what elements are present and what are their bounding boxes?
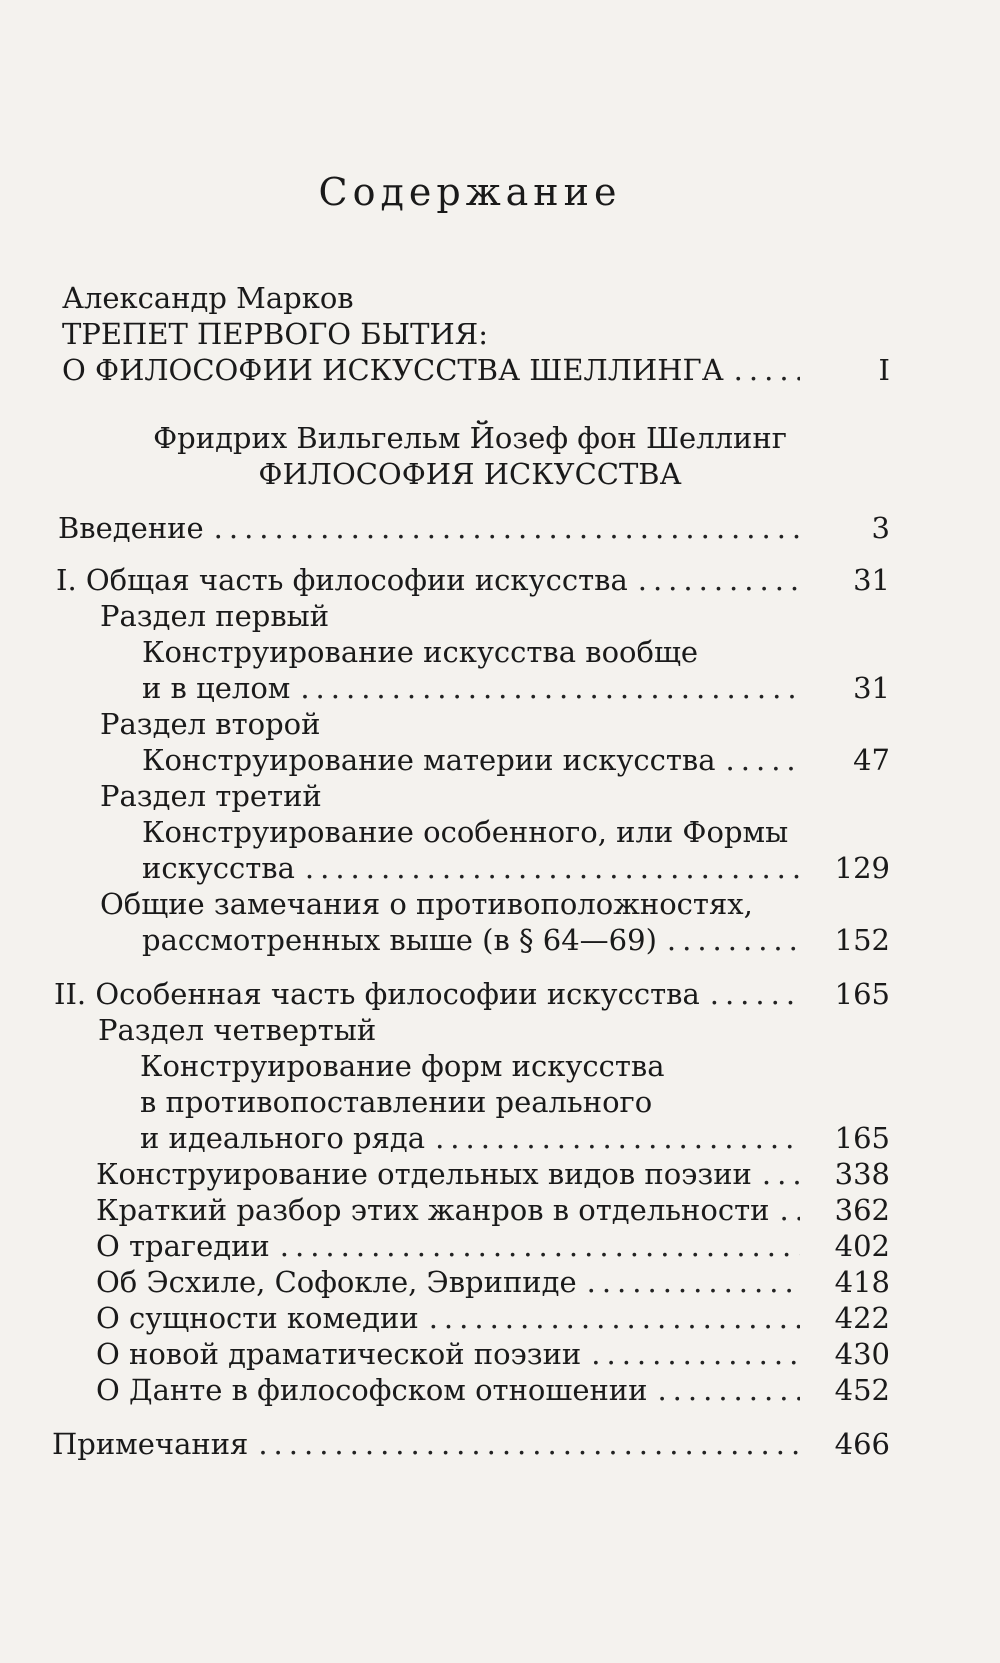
section1-heading: Раздел первый [100, 599, 330, 633]
page-number: 165 [834, 977, 890, 1011]
toc-label: Введение [58, 511, 204, 545]
dot-leader [591, 1336, 800, 1372]
section4-heading: Раздел четвертый [98, 1013, 377, 1047]
dot-leader [587, 1264, 800, 1300]
toc-label: II. Особенная часть философии искусства [54, 977, 700, 1011]
dot-leader [300, 670, 800, 706]
toc-label: рассмотренных выше (в § 64—69) [142, 923, 657, 957]
page-number: 362 [834, 1193, 890, 1227]
dot-leader [305, 850, 800, 886]
dot-leader [734, 352, 800, 388]
page-number: 338 [834, 1157, 890, 1191]
page-number: 152 [834, 923, 890, 957]
toc-label: и идеального ряда [140, 1121, 426, 1155]
toc-entry-section4[interactable] [140, 1120, 890, 1156]
dot-leader [657, 1372, 800, 1408]
work-author: Фридрих Вильгельм Йозеф фон Шеллинг [153, 421, 787, 455]
dot-leader [638, 562, 800, 598]
toc-label: искусства [142, 851, 295, 885]
dot-leader [762, 1156, 800, 1192]
toc-entry-section3[interactable] [142, 850, 890, 886]
toc-entry-sub[interactable] [96, 1264, 890, 1300]
toc-entry-sub[interactable] [96, 1300, 890, 1336]
toc-entry-sub[interactable] [96, 1372, 890, 1408]
toc-entry-section2[interactable] [142, 742, 890, 778]
page-number: 430 [834, 1337, 890, 1371]
toc-label: О Данте в философском отношении [96, 1373, 648, 1407]
toc-entry-notes[interactable] [52, 1426, 890, 1462]
intro-author: Александр Марков [62, 281, 354, 315]
page-number: I [878, 353, 890, 387]
page-number: 129 [834, 851, 890, 885]
toc-label: О новой драматической поэзии [96, 1337, 582, 1371]
page-number: 31 [853, 671, 890, 705]
section1-line1: Конструирование искусства вообще [142, 635, 699, 669]
toc-label: Конструирование отдельных видов поэзии [96, 1157, 752, 1191]
dot-leader [280, 1228, 800, 1264]
toc-label: Конструирование материи искусства [142, 743, 716, 777]
section3-line1: Конструирование особенного, или Формы [142, 815, 789, 849]
page-title: Содержание [318, 170, 622, 214]
toc-label: О ФИЛОСОФИИ ИСКУССТВА ШЕЛЛИНГА [62, 353, 724, 387]
toc-entry-sub[interactable] [96, 1228, 890, 1264]
dot-leader [214, 510, 800, 546]
toc-entry-introduction[interactable] [58, 510, 890, 546]
dot-leader [710, 976, 800, 1012]
toc-entry-sub[interactable] [96, 1156, 890, 1192]
page-number: 165 [834, 1121, 890, 1155]
page-number: 418 [834, 1265, 890, 1299]
toc-entry-part1[interactable] [56, 562, 890, 598]
intro-title-line1: ТРЕПЕТ ПЕРВОГО БЫТИЯ: [62, 317, 488, 351]
page-number: 31 [853, 563, 890, 597]
toc-label: I. Общая часть философии искусства [56, 563, 628, 597]
toc-label: О трагедии [96, 1229, 270, 1263]
toc-label: Примечания [52, 1427, 249, 1461]
dot-leader [258, 1426, 800, 1462]
toc-label: и в целом [142, 671, 291, 705]
toc-entry-part2[interactable] [54, 976, 890, 1012]
page-number: 422 [834, 1301, 890, 1335]
toc-entry-section1[interactable] [142, 670, 890, 706]
dot-leader [435, 1120, 800, 1156]
toc-label: О сущности комедии [96, 1301, 419, 1335]
toc-entry-sub[interactable] [96, 1192, 890, 1228]
section3-heading: Раздел третий [100, 779, 322, 813]
toc-entry-sub[interactable] [96, 1336, 890, 1372]
toc-entry-general-remarks[interactable] [142, 922, 890, 958]
toc-label: Краткий разбор этих жанров в отдельности [96, 1193, 770, 1227]
dot-leader [779, 1192, 800, 1228]
general-remarks-line1: Общие замечания о противоположностях, [100, 887, 753, 921]
page-number: 466 [834, 1427, 890, 1461]
dot-leader [429, 1300, 800, 1336]
toc-entry-intro[interactable] [62, 352, 890, 388]
page-number: 452 [834, 1373, 890, 1407]
dot-leader [726, 742, 800, 778]
dot-leader [667, 922, 800, 958]
section4-line1: Конструирование форм искусства [140, 1049, 665, 1083]
page-number: 3 [871, 511, 890, 545]
page-number: 402 [834, 1229, 890, 1263]
section2-heading: Раздел второй [100, 707, 321, 741]
work-title: ФИЛОСОФИЯ ИСКУССТВА [258, 457, 682, 491]
toc-label: Об Эсхиле, Софокле, Эврипиде [96, 1265, 577, 1299]
section4-line2: в противопоставлении реального [140, 1085, 653, 1119]
page-number: 47 [853, 743, 890, 777]
